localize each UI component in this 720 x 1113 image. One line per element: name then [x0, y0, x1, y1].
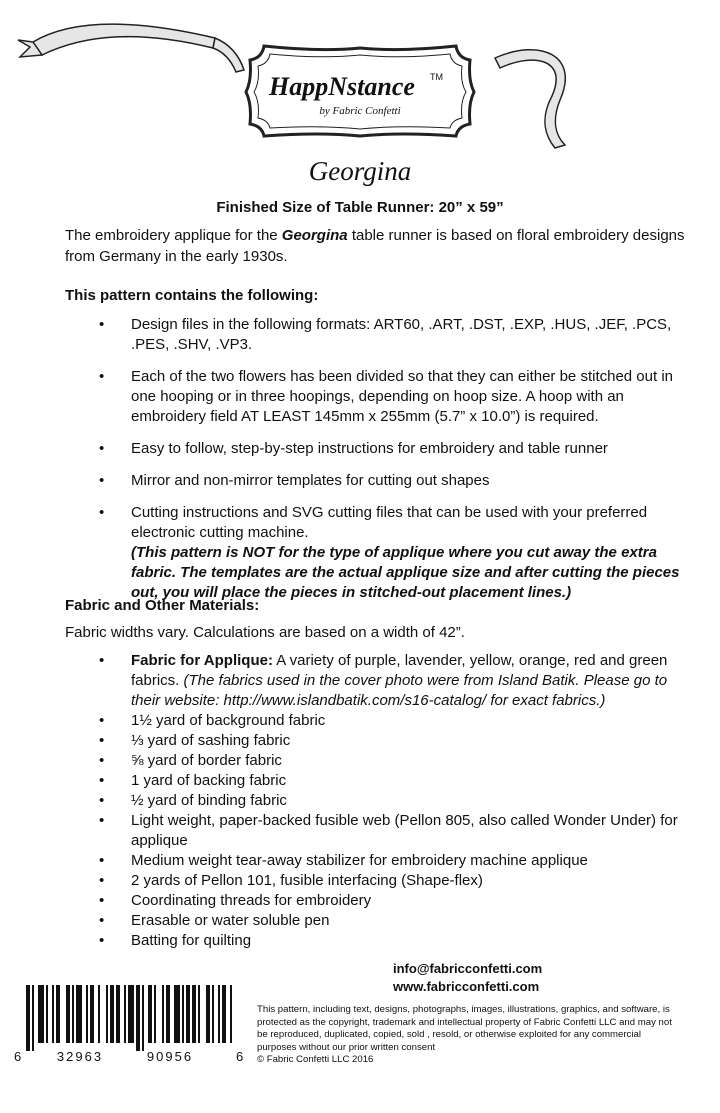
- list-item: • Coordinating threads for embroidery: [99, 892, 372, 909]
- list-item: • 1½ yard of background fabric: [99, 712, 326, 729]
- barcode-bar: [148, 985, 152, 1043]
- list-item: • 1 yard of backing fabric: [99, 772, 287, 789]
- barcode-bar: [116, 985, 120, 1043]
- barcode-bar: [90, 985, 94, 1043]
- brand-logo: [0, 0, 720, 150]
- barcode-bar: [142, 985, 144, 1051]
- barcode-last-digit: 6: [236, 1049, 244, 1064]
- list-item: • Batting for quilting: [99, 932, 252, 949]
- list-item: • Design files in the following formats: ART60, .ART, .DST, .EXP, .HUS, .JEF, .PCS, .PES, .SHV, .VP3.: [99, 316, 672, 353]
- barcode-bar: [72, 985, 74, 1043]
- barcode-bar: [230, 985, 232, 1043]
- barcode-bar: [222, 985, 226, 1043]
- intro-paragraph: The embroidery applique for the Georgina table runner is based on floral embroidery designs from Germany in the early 1930s.: [65, 227, 685, 265]
- barcode-bar: [38, 985, 44, 1043]
- contents-list: [99, 315, 686, 615]
- barcode-bar: [106, 985, 108, 1043]
- list-item: • Mirror and non-mirror templates for cutting out shapes: [99, 472, 490, 489]
- contact-info: [393, 960, 542, 996]
- copyright-line: © Fabric Confetti LLC 2016: [257, 1054, 374, 1066]
- barcode-bar: [46, 985, 48, 1043]
- list-item: • ½ yard of binding fabric: [99, 792, 287, 809]
- list-item: • Fabric for Applique: A variety of purple, lavender, yellow, orange, red and green fabrics. (The fabrics used in the cover photo were from Island Batik. Please go to their website: http://www.islandbatik.com/s16-catalog/ for exact fabrics.): [99, 652, 668, 709]
- barcode-bar: [32, 985, 34, 1051]
- barcode-bar: [86, 985, 88, 1043]
- barcode-bar: [174, 985, 180, 1043]
- list-item: • Erasable or water soluble pen: [99, 912, 330, 929]
- legal-text: This pattern, including text, designs, photographs, images, illustrations, graphics, and software, is protected as the copyright, trademark and intellectual property of Fabric Confetti LLC and may not be reproduced, duplicated, copied, sold , resold, or otherwise exploited for any commercial purposes without our prior written consent: [257, 1004, 672, 1053]
- list-item: • Easy to follow, step-by-step instructions for embroidery and table runner: [99, 440, 608, 457]
- materials-list: [99, 651, 691, 951]
- ribbon-left-icon: [18, 24, 244, 72]
- list-item: • ⅓ yard of sashing fabric: [99, 732, 291, 749]
- barcode-bar: [198, 985, 200, 1043]
- contact-website[interactable]: www.fabricconfetti.com: [393, 979, 540, 994]
- barcode-bar: [212, 985, 214, 1043]
- finished-size: Finished Size of Table Runner: 20” x 59”: [216, 199, 504, 216]
- barcode-bar: [66, 985, 70, 1043]
- barcode-bar: [76, 985, 82, 1043]
- barcode-bar: [162, 985, 164, 1043]
- list-item: • ⅝ yard of border fabric: [99, 752, 282, 769]
- list-item: • 2 yards of Pellon 101, fusible interfacing (Shape-flex): [99, 872, 483, 889]
- barcode-right-digits: 90956: [146, 1049, 194, 1064]
- cutting-note: (This pattern is NOT for the type of applique where you cut away the extra fabric. The templates are the actual applique size and after cutting the pieces out, you will place the pieces in stitched-out placement lines.): [131, 544, 680, 601]
- barcode-bar: [186, 985, 190, 1043]
- barcode-bar: [218, 985, 220, 1043]
- barcode-bar: [206, 985, 210, 1043]
- barcode-bar: [124, 985, 126, 1043]
- contact-email[interactable]: info@fabricconfetti.com: [393, 961, 543, 976]
- barcode-bar: [26, 985, 30, 1051]
- barcode-bar: [154, 985, 156, 1043]
- fabric-note: Fabric widths vary. Calculations are based on a width of 42”.: [65, 624, 465, 641]
- list-item: • Each of the two flowers has been divided so that they can either be stitched out in one hooping or in three hoopings, depending on hoop size. A hoop with an embroidery field AT LEAST 145mm x 255mm (5.7” x 10.0”) is required.: [99, 368, 673, 425]
- contents-heading: This pattern contains the following:: [65, 287, 319, 304]
- logo-brand: HappNstance: [269, 72, 415, 101]
- logo-trademark: TM: [430, 72, 443, 82]
- barcode-bar: [166, 985, 170, 1043]
- page-title: Georgina: [308, 156, 412, 186]
- list-item: • Light weight, paper-backed fusible web (Pellon 805, also called Wonder Under) for applique: [99, 812, 678, 849]
- barcode-bar: [136, 985, 140, 1051]
- list-item: • Medium weight tear-away stabilizer for embroidery machine applique: [99, 852, 588, 869]
- list-item: • Cutting instructions and SVG cutting files that can be used with your preferred electronic cutting machine. (This pattern is NOT for the type of applique where you cut away the extra fabric. The templates are the actual applique size and after cutting the pieces out, you will place the pieces in stitched-out placement lines.): [99, 504, 680, 601]
- copyright-notice: [257, 1004, 677, 1067]
- barcode-bar: [56, 985, 60, 1043]
- barcode-bars: [26, 985, 232, 1051]
- barcode-bar: [192, 985, 196, 1043]
- barcode-bar: [52, 985, 54, 1043]
- barcode-bar: [182, 985, 184, 1043]
- materials-heading: Fabric and Other Materials:: [65, 597, 260, 614]
- barcode-first-digit: 6: [14, 1049, 22, 1064]
- logo-byline: by Fabric Confetti: [319, 105, 401, 117]
- barcode-left-digits: 32963: [56, 1049, 104, 1064]
- ribbon-right-icon: [495, 50, 565, 148]
- barcode-bar: [98, 985, 100, 1043]
- barcode-bar: [128, 985, 134, 1043]
- barcode-bar: [110, 985, 114, 1043]
- upc-barcode: [10, 985, 250, 1065]
